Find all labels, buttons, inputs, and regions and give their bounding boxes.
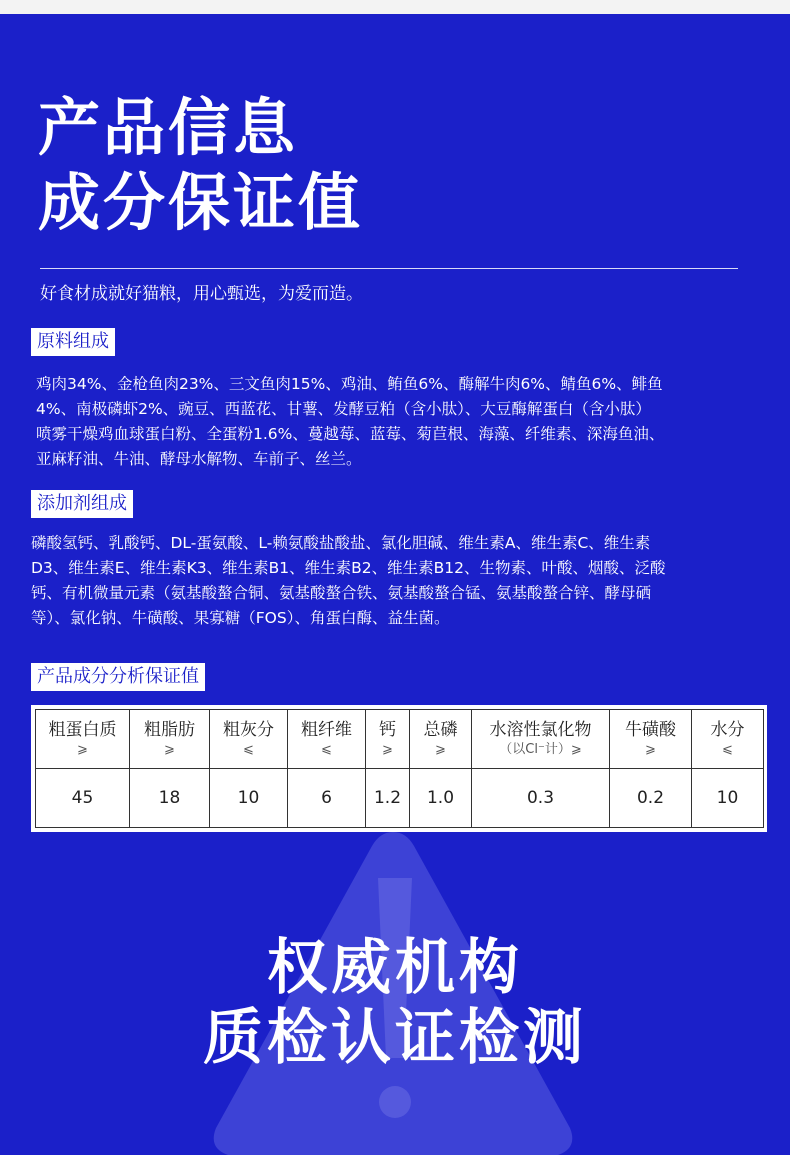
- header-cell: 粗纤维 ⩽: [288, 710, 366, 769]
- analysis-table: [31, 705, 767, 832]
- analysis-label: 产品成分分析保证值: [31, 663, 205, 691]
- header-cell: 粗蛋白质 ⩾: [36, 710, 130, 769]
- header-cell: 水溶性氯化物 （以Cl⁻计）⩾: [472, 710, 610, 769]
- additives-label: 添加剂组成: [31, 490, 133, 518]
- page-title-line2: 成分保证值: [38, 166, 364, 239]
- page-title-line1: 产品信息: [38, 91, 299, 164]
- value-cell: 45: [36, 769, 130, 828]
- header-cell: 粗脂肪 ⩾: [130, 710, 210, 769]
- value-cell: 10: [210, 769, 288, 828]
- footer-title-line1: 权威机构: [267, 933, 523, 1003]
- footer-title-line2: 质检认证检测: [203, 1003, 587, 1073]
- ingredients-line: 鸡肉34%、金枪鱼肉23%、三文鱼肉15%、鸡油、鲔鱼6%、酶解牛肉6%、鲭鱼6%、鲱鱼: [36, 375, 663, 393]
- header-cell: 水分 ⩽: [692, 710, 764, 769]
- table-header-row: [36, 710, 764, 769]
- table-value-row: [36, 769, 764, 828]
- ingredients-text: [36, 372, 664, 472]
- value-cell: 1.2: [366, 769, 410, 828]
- ingredients-line: 4%、南极磷虾2%、豌豆、西蓝花、甘薯、发酵豆粕（含小肽）、大豆酶解蛋白（含小肽）: [36, 400, 651, 418]
- ingredients-line: 喷雾干燥鸡血球蛋白粉、全蛋粉1.6%、蔓越莓、蓝莓、菊苣根、海藻、纤维素、深海鱼油、: [36, 425, 665, 443]
- tagline: 好食材成就好猫粮，用心甄选，为爱而造。: [40, 284, 363, 304]
- header-cell: 钙 ⩾: [366, 710, 410, 769]
- value-cell: 10: [692, 769, 764, 828]
- value-cell: 0.3: [472, 769, 610, 828]
- header-cell: 总磷 ⩾: [410, 710, 472, 769]
- additives-line: 钙、有机微量元素（氨基酸螯合铜、氨基酸螯合铁、氨基酸螯合锰、氨基酸螯合锌、酵母硒: [31, 584, 652, 602]
- value-cell: 0.2: [610, 769, 692, 828]
- header-cell: 牛磺酸 ⩾: [610, 710, 692, 769]
- divider: [40, 268, 738, 269]
- ingredients-line: 亚麻籽油、牛油、酵母水解物、车前子、丝兰。: [36, 450, 362, 468]
- header-cell: 粗灰分 ⩽: [210, 710, 288, 769]
- value-cell: 1.0: [410, 769, 472, 828]
- ingredients-label: 原料组成: [31, 328, 115, 356]
- value-cell: 18: [130, 769, 210, 828]
- top-strip: [0, 0, 790, 14]
- additives-line: 等）、氯化钠、牛磺酸、果寡糖（FOS）、角蛋白酶、益生菌。: [31, 609, 450, 627]
- additives-text: [31, 531, 665, 631]
- additives-line: D3、维生素E、维生素K3、维生素B1、维生素B2、维生素B12、生物素、叶酸、烟酸、泛酸: [31, 559, 666, 577]
- value-cell: 6: [288, 769, 366, 828]
- additives-line: 磷酸氢钙、乳酸钙、DL-蛋氨酸、L-赖氨酸盐酸盐、氯化胆碱、维生素A、维生素C、维生素: [31, 534, 651, 552]
